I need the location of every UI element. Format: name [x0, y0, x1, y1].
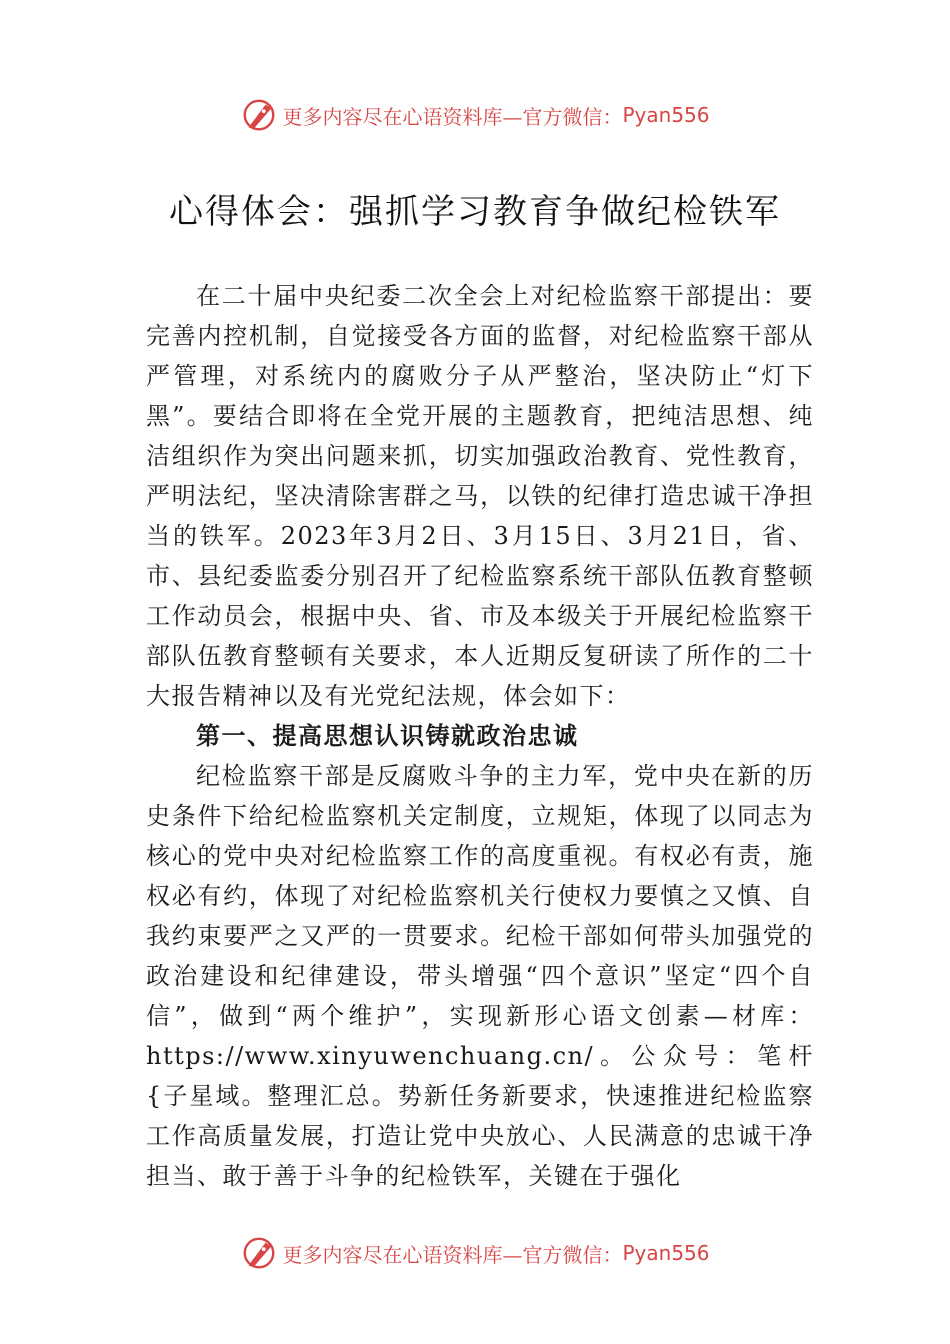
section-heading-1: 第一、提高思想认识铸就政治忠诚 — [196, 722, 579, 750]
banner-text: 更多内容尽在心语资料库—官方微信： — [282, 1242, 623, 1267]
header-banner — [0, 96, 950, 134]
banner-text: 更多内容尽在心语资料库—官方微信： — [282, 104, 623, 129]
pen-nib-logo-icon — [240, 96, 278, 134]
pen-nib-logo-icon — [240, 1234, 278, 1272]
banner-handle: Pyan556 — [622, 103, 710, 127]
paragraph-intro: 在二十届中央纪委二次全会上对纪检监察干部提出：要完善内控机制，自觉接受各方面的监督，对纪检监察干部从严管理，对系统内的腐败分子从严整治，坚决防止“灯下黑”。要结合即将在全党开展的主题教育，把纯洁思想、纯洁组织作为突出问题来抓，切实加强政治教育、党性教育，严明法纪，坚决清除害群之马，以铁的纪律打造忠诚干净担当的铁军。2023年3月2日、3月15日、3月21日，省、市、县纪委监委分别召开了纪检监察系统干部队伍教育整顿工作动员会，根据中央、省、市及本级关于开展纪检监察干部队伍教育整顿有关要求，本人近期反复研读了所作的二十大报告精神以及有光党纪法规，体会如下： — [146, 282, 814, 710]
document-body — [146, 276, 814, 1196]
footer-banner — [0, 1234, 950, 1272]
paragraph-section-1: 纪检监察干部是反腐败斗争的主力军，党中央在新的历史条件下给纪检监察机关定制度，立规矩，体现了以同志为核心的党中央对纪检监察工作的高度重视。有权必有责，施权必有约，体现了对纪检监察机关行使权力要慎之又慎、自我约束要严之又严的一贯要求。纪检干部如何带头加强党的政治建设和纪律建设，带头增强“四个意识”坚定“四个自信”，做到“两个维护”，实现新形心语文创素—材库：https://www.xinyuwenchuang.cn/。公众号：笔杆{子星域。整理汇总。势新任务新要求，快速推进纪检监察工作高质量发展，打造让党中央放心、人民满意的忠诚干净担当、敢于善于斗争的纪检铁军，关键在于强化 — [146, 762, 814, 1190]
document-title: 心得体会：强抓学习教育争做纪检铁军 — [169, 192, 781, 232]
banner-handle: Pyan556 — [622, 1241, 710, 1265]
